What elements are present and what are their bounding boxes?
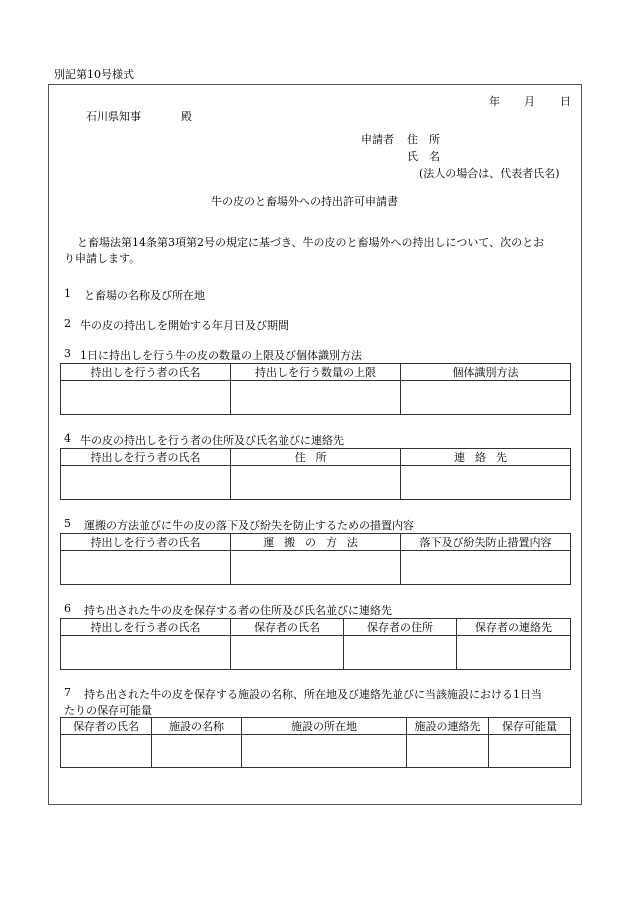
applicant-corporate-note: (法人の場合は、代表者氏名) [419,167,560,180]
section-6-number: 6 [64,602,71,615]
section-3-number: 3 [64,347,71,360]
t4-cell-address[interactable] [231,466,401,500]
section-7-title-continued: たりの保存可能量 [64,704,152,717]
document-title: 牛の皮のと畜場外への持出許可申請書 [211,195,398,208]
t7-cell-keeper-name[interactable] [61,735,152,768]
section-2-number: 2 [64,317,71,330]
t6-cell-keeper-address[interactable] [344,636,457,670]
section-7-title: 持ち出された牛の皮を保存する施設の名称、所在地及び連絡先並びに当該施設における1日当 [84,688,542,701]
table-section-6 [60,618,571,670]
t3-cell-identification[interactable] [401,381,571,415]
t4-header-holder: 持出しを行う者の氏名 [61,449,231,466]
section-3-title: 1日に持出しを行う牛の皮の数量の上限及び個体識別方法 [80,349,362,362]
t7-cell-facility-contact[interactable] [407,735,489,768]
t4-header-address: 住所 [231,449,401,466]
t7-header-facility-name: 施設の名称 [152,718,242,735]
t5-cell-holder[interactable] [61,551,231,585]
t3-header-holder: 持出しを行う者の氏名 [61,364,231,381]
t3-cell-limit[interactable] [231,381,401,415]
body-text-line1: と畜場法第14条第3項第2号の規定に基づき、牛の皮のと畜場外への持出しについて、次のとお [77,236,545,249]
t6-header-keeper-contact: 保存者の連絡先 [457,619,571,636]
t4-cell-holder[interactable] [61,466,231,500]
section-1-number: 1 [64,287,71,300]
t4-header-contact: 連絡先 [401,449,571,466]
t4-cell-contact[interactable] [401,466,571,500]
table-section-4 [60,448,571,500]
t3-header-limit: 持出しを行う数量の上限 [231,364,401,381]
body-text-line2: り申請します。 [64,252,141,265]
applicant-address-label: 住 所 [407,133,440,146]
t7-header-facility-contact: 施設の連絡先 [407,718,489,735]
t7-header-storage-capacity: 保存可能量 [489,718,571,735]
t6-header-keeper-address: 保存者の住所 [344,619,457,636]
t6-cell-holder[interactable] [61,636,231,670]
t3-cell-holder[interactable] [61,381,231,415]
form-number: 別記第10号様式 [54,68,134,81]
t5-header-transport-method: 運搬の方法 [231,534,401,551]
section-4-title: 牛の皮の持出しを行う者の住所及び氏名並びに連絡先 [80,434,344,447]
addressee-honorific: 殿 [181,110,192,123]
section-5-title: 運搬の方法並びに牛の皮の落下及び紛失を防止するための措置内容 [84,519,414,532]
applicant-name-label: 氏 名 [407,150,440,163]
t7-header-facility-location: 施設の所在地 [242,718,407,735]
table-section-3 [60,363,571,415]
t3-header-identification: 個体識別方法 [401,364,571,381]
t6-header-holder: 持出しを行う者の氏名 [61,619,231,636]
date-day-label: 日 [560,95,571,108]
section-6-title: 持ち出された牛の皮を保存する者の住所及び氏名並びに連絡先 [84,604,392,617]
section-1-title: と畜場の名称及び所在地 [84,289,205,302]
t5-cell-prevention-measures[interactable] [401,551,571,585]
date-month-label: 月 [524,95,535,108]
t7-cell-storage-capacity[interactable] [489,735,571,768]
t6-cell-keeper-contact[interactable] [457,636,571,670]
applicant-label: 申請者 [361,133,394,146]
date-year-label: 年 [489,95,500,108]
section-4-number: 4 [64,432,71,445]
t7-cell-facility-location[interactable] [242,735,407,768]
t6-cell-keeper-name[interactable] [231,636,344,670]
t5-cell-transport-method[interactable] [231,551,401,585]
table-section-7 [60,717,571,768]
section-7-number: 7 [64,686,71,699]
addressee-name: 石川県知事 [86,110,141,123]
t7-header-keeper-name: 保存者の氏名 [61,718,152,735]
section-2-title: 牛の皮の持出しを開始する年月日及び期間 [80,319,289,332]
t6-header-keeper-name: 保存者の氏名 [231,619,344,636]
t7-cell-facility-name[interactable] [152,735,242,768]
t5-header-prevention-measures: 落下及び紛失防止措置内容 [401,534,571,551]
section-5-number: 5 [64,517,71,530]
t5-header-holder: 持出しを行う者の氏名 [61,534,231,551]
table-section-5 [60,533,571,585]
